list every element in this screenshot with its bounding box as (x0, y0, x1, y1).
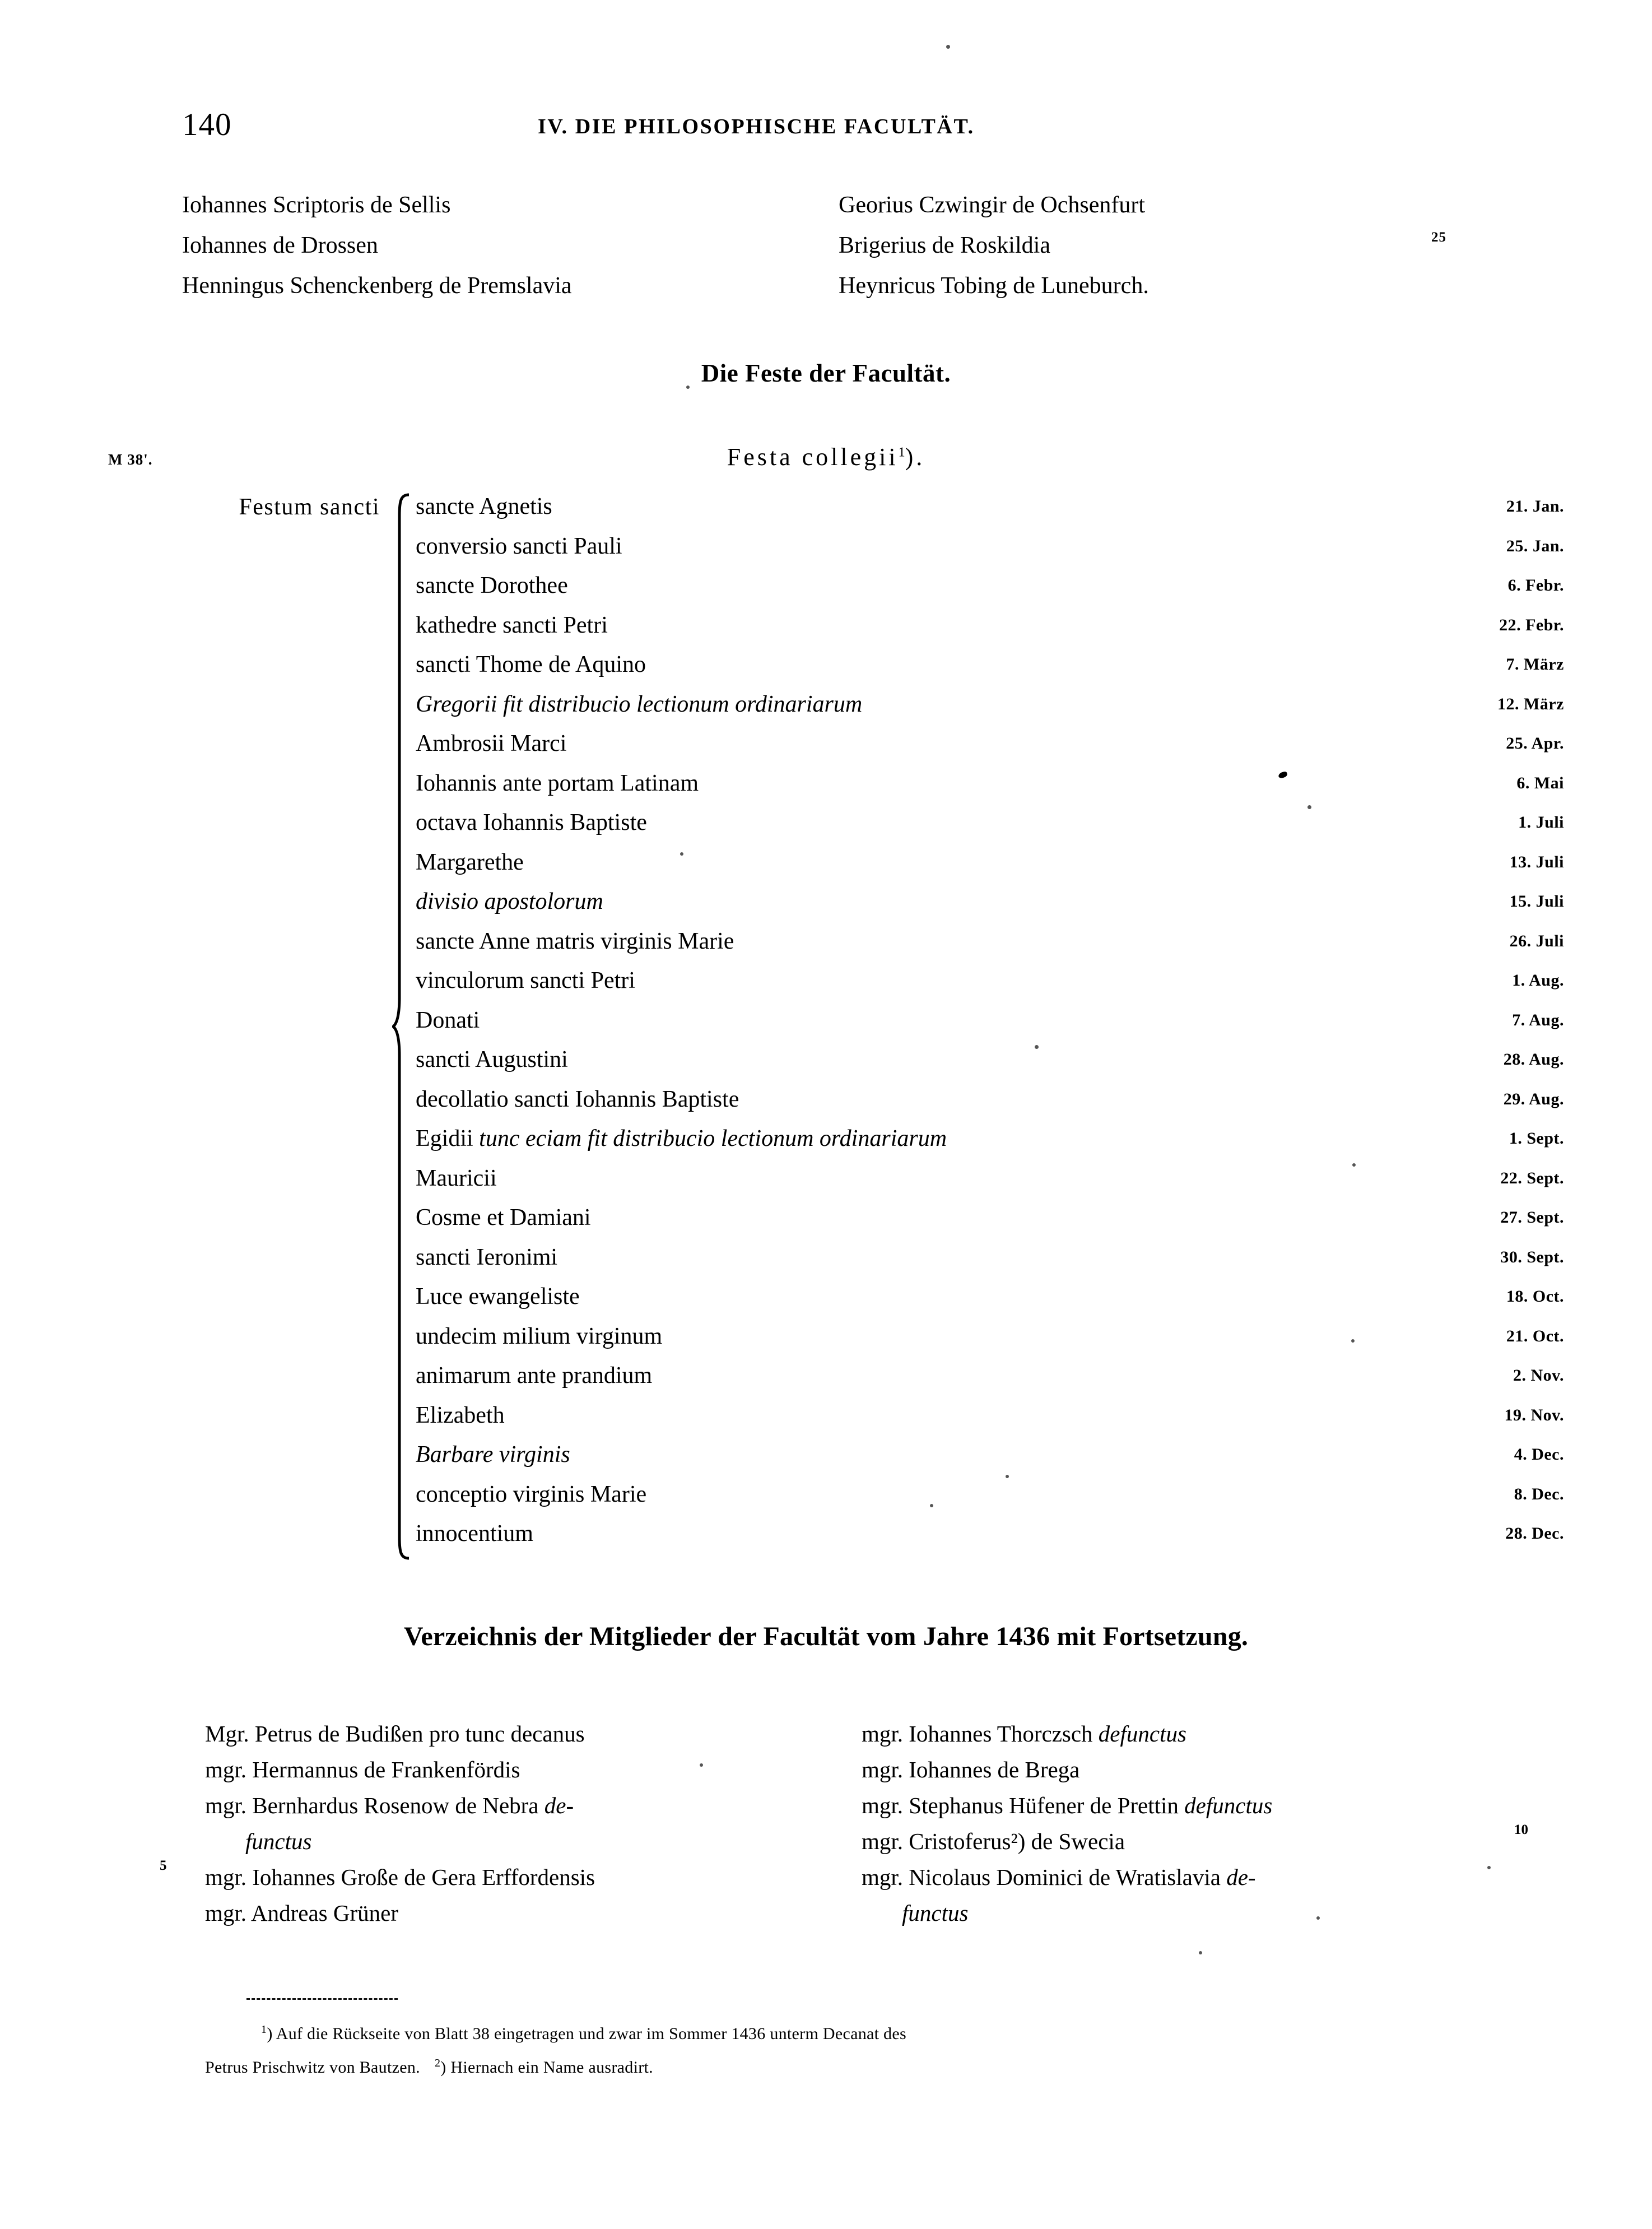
top-names-left-column (182, 185, 572, 306)
feast-date: 15. Juli (1509, 892, 1564, 911)
feast-group-label: Festum sancti (239, 494, 380, 520)
feast-row (416, 1520, 1564, 1560)
running-head (0, 106, 1652, 146)
feast-name: sancte Dorothee (416, 573, 568, 598)
feast-date: 26. Juli (1509, 931, 1564, 950)
feast-name: vinculorum sancti Petri (416, 968, 635, 993)
ink-blot (1278, 770, 1288, 778)
feast-date: 28. Dec. (1505, 1524, 1564, 1543)
section-heading-verzeichnis: Verzeichnis der Mitglieder der Facultät vom Jahre 1436 mit Fortsetzung. (403, 1622, 1249, 1651)
footnote-marker-1: 1 (898, 445, 905, 460)
feast-row (416, 967, 1564, 1007)
scan-speck (1351, 1339, 1355, 1343)
feast-name: Luce ewangeliste (416, 1284, 580, 1309)
feast-row (416, 928, 1564, 968)
feast-name: Iohannis ante portam Latinam (416, 770, 699, 796)
feast-row (416, 572, 1564, 612)
feast-row (416, 770, 1564, 810)
feast-row (416, 612, 1564, 652)
feast-name: Cosme et Damiani (416, 1205, 591, 1230)
feast-date: 29. Aug. (1503, 1089, 1564, 1108)
feast-date: 6. Mai (1516, 773, 1564, 792)
running-head-title: IV. DIE PHILOSOPHISCHE FACULTÄT. (538, 115, 975, 138)
feast-date: 2. Nov. (1513, 1366, 1564, 1385)
scan-speck (1316, 1916, 1320, 1920)
member-right-column (862, 1716, 1495, 1931)
feast-name: Donati (416, 1007, 480, 1033)
feast-row (416, 1086, 1564, 1126)
scan-speck (686, 386, 690, 389)
feast-name: undecim milium virginum (416, 1323, 663, 1349)
feast-date: 27. Sept. (1500, 1208, 1564, 1227)
feast-date: 21. Oct. (1506, 1326, 1564, 1345)
feast-date: 22. Sept. (1500, 1168, 1564, 1187)
feast-name: Egidii tunc eciam fit distribucio lectionum ordinariarum (416, 1126, 947, 1151)
feast-date: 22. Febr. (1499, 615, 1564, 634)
feast-row (416, 888, 1564, 928)
feast-name: Gregorii fit distribucio lectionum ordinariarum (416, 691, 863, 717)
feast-date: 1. Juli (1518, 813, 1564, 832)
feast-name: Ambrosii Marci (416, 731, 567, 756)
member-entry: mgr. Stephanus Hüfener de Prettin defunctus (862, 1793, 1273, 1818)
feast-row (416, 1165, 1564, 1205)
member-entry: mgr. Iohannes de Brega (862, 1757, 1080, 1782)
scan-speck (930, 1504, 933, 1507)
feast-date: 21. Jan. (1506, 497, 1564, 516)
scan-speck (1487, 1866, 1491, 1869)
member-entry: mgr. Andreas Grüner (205, 1900, 398, 1926)
feast-date: 13. Juli (1509, 852, 1564, 871)
feast-row (416, 493, 1564, 533)
feast-row (416, 1007, 1564, 1047)
scan-speck (946, 45, 950, 49)
member-entry: mgr. Cristoferus²) de Swecia (862, 1828, 1125, 1854)
festa-suffix: ). (905, 443, 925, 471)
scan-speck (1352, 1163, 1356, 1167)
marginal-folio-reference: M 38'. (108, 451, 153, 468)
feast-name: kathedre sancti Petri (416, 612, 608, 638)
name-entry: Georius Czwingir de Ochsenfurt (839, 192, 1146, 218)
footnote-marker: 1 (261, 2023, 267, 2036)
name-entry: Iohannes de Drossen (182, 233, 378, 258)
page-number: 140 (182, 107, 232, 142)
feast-name: sancte Agnetis (416, 494, 552, 519)
feast-date: 7. März (1506, 655, 1564, 674)
feast-name: Margarethe (416, 849, 524, 875)
section-heading-feste: Die Feste der Facultät. (701, 359, 951, 387)
scan-speck (700, 1763, 703, 1767)
margin-line-number: 10 (1514, 1822, 1528, 1837)
footnote-1: $^1$) Auf die Rückseite von Blatt 38 eingetragen und zwar im Sommer 1436 unterm Decanat des (261, 2023, 906, 2043)
feast-date: 30. Sept. (1500, 1247, 1564, 1266)
feast-row (416, 533, 1564, 573)
feast-date: 8. Dec. (1514, 1484, 1564, 1503)
feast-row (416, 1323, 1564, 1363)
feast-name: decollatio sancti Iohannis Baptiste (416, 1086, 739, 1112)
feast-row (416, 1204, 1564, 1244)
footnote-marker: 2 (434, 2057, 441, 2069)
member-entry: mgr. Bernhardus Rosenow de Nebra de- functus (205, 1793, 574, 1854)
feast-name: Elizabeth (416, 1402, 505, 1428)
feast-row (416, 1362, 1564, 1402)
feast-date: 19. Nov. (1504, 1405, 1564, 1424)
footnote-separator (246, 1998, 398, 2000)
footnote-2: Petrus Prischwitz von Bautzen. $^2$) Hiernach ein Name ausradirt. (205, 2057, 653, 2077)
margin-line-number: 25 (1431, 230, 1446, 245)
scan-speck (1035, 1045, 1039, 1049)
scan-speck (1307, 805, 1311, 809)
feast-name: sancti Ieronimi (416, 1244, 558, 1270)
member-entry: mgr. Hermannus de Frankenfördis (205, 1757, 520, 1782)
member-left-column (205, 1716, 776, 1931)
member-entry: Mgr. Petrus de Budißen pro tunc decanus (205, 1721, 585, 1747)
top-names-right-column (839, 185, 1149, 306)
feast-row (416, 691, 1564, 731)
feast-name: animarum ante prandium (416, 1363, 653, 1389)
feast-date: 12. März (1497, 694, 1564, 713)
festa-title: Festa collegii (727, 443, 899, 471)
name-entry: Iohannes Scriptoris de Sellis (182, 192, 451, 218)
footnotes (205, 2015, 1465, 2082)
feast-date: 25. Jan. (1506, 536, 1564, 555)
feast-row (416, 1441, 1564, 1481)
feast-rows (416, 493, 1564, 1560)
feast-date: 6. Febr. (1507, 576, 1564, 595)
feast-name: innocentium (416, 1521, 533, 1547)
feast-name: divisio apostolorum (416, 889, 603, 914)
feast-date: 4. Dec. (1514, 1445, 1564, 1464)
feast-name: sancti Augustini (416, 1047, 568, 1072)
member-entry: mgr. Nicolaus Dominici de Wratislavia de- functus (862, 1864, 1256, 1926)
feast-name: conceptio virginis Marie (416, 1481, 647, 1507)
feast-name: Mauricii (416, 1165, 497, 1191)
feast-row (416, 1481, 1564, 1521)
feast-name: sancti Thome de Aquino (416, 652, 646, 677)
feast-row (416, 1402, 1564, 1442)
feast-name: sancte Anne matris virginis Marie (416, 928, 734, 954)
name-entry: Henningus Schenckenberg de Premslavia (182, 273, 572, 299)
feast-row (416, 1244, 1564, 1284)
scan-speck (1006, 1475, 1009, 1478)
feast-date: 25. Apr. (1506, 734, 1564, 753)
feast-name: Barbare virginis (416, 1442, 570, 1468)
feast-name: octava Iohannis Baptiste (416, 810, 647, 835)
feast-row (416, 730, 1564, 770)
feast-date: 18. Oct. (1506, 1287, 1564, 1306)
feast-date: 1. Sept. (1509, 1129, 1564, 1148)
feast-date: 1. Aug. (1512, 971, 1564, 990)
member-entry: mgr. Iohannes Große de Gera Erffordensis (205, 1864, 595, 1890)
feast-date: 7. Aug. (1512, 1010, 1564, 1029)
scan-speck (680, 852, 683, 856)
feast-row (416, 1125, 1564, 1165)
feast-row (416, 1046, 1564, 1086)
feast-name: conversio sancti Pauli (416, 533, 622, 559)
feast-row (416, 651, 1564, 691)
margin-line-number: 5 (160, 1858, 167, 1873)
feast-date: 28. Aug. (1503, 1050, 1564, 1069)
scan-speck (1199, 1951, 1202, 1954)
curly-brace-icon (392, 493, 412, 1563)
member-entry: mgr. Iohannes Thorczsch defunctus (862, 1721, 1186, 1747)
feast-row (416, 849, 1564, 889)
feast-row (416, 809, 1564, 849)
section-heading-festa (0, 443, 1652, 471)
name-entry: Heynricus Tobing de Luneburch. (839, 273, 1149, 299)
name-entry: Brigerius de Roskildia (839, 233, 1050, 258)
feast-row (416, 1283, 1564, 1323)
